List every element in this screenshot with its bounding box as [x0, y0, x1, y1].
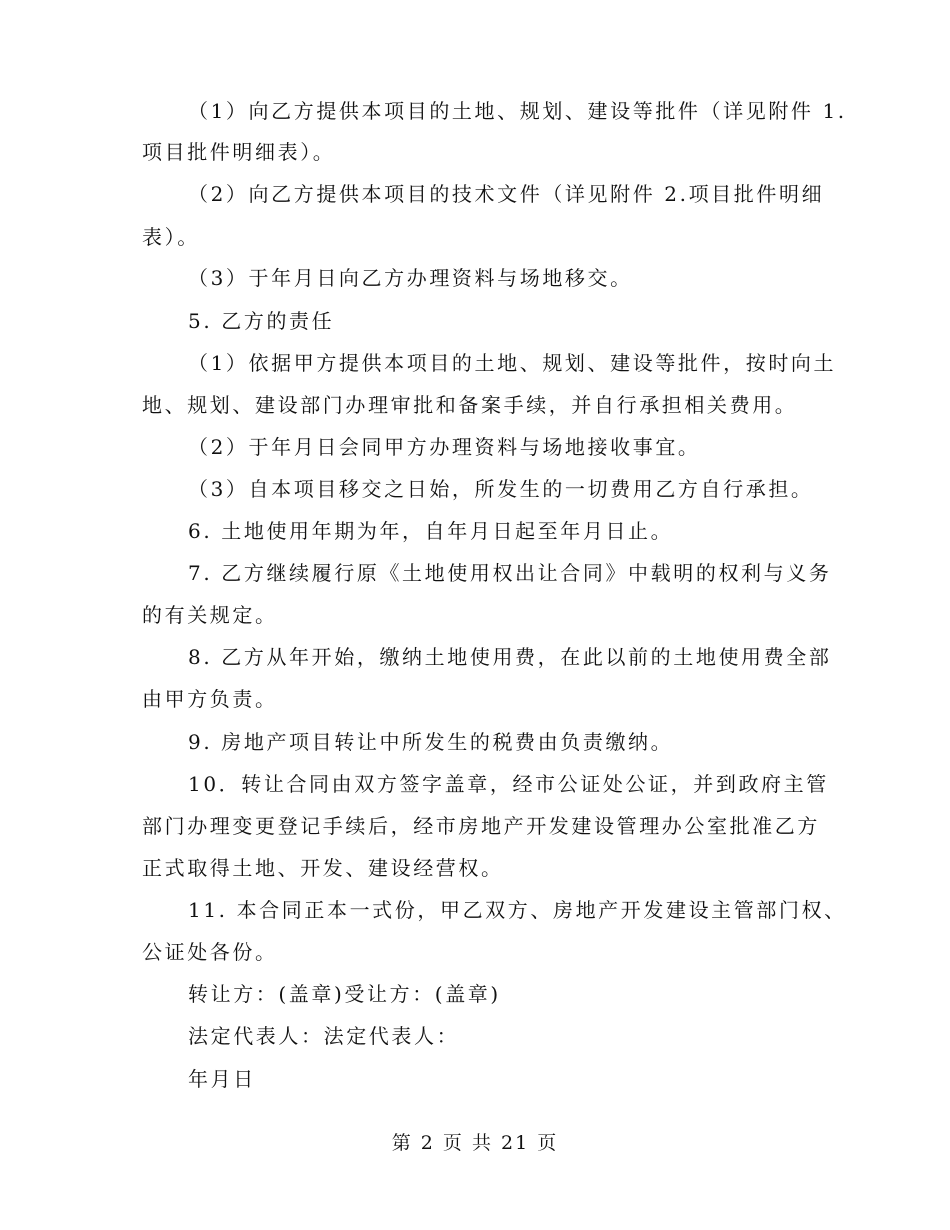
- text-line: 11. 本合同正本一式份，甲乙双方、房地产开发建设主管部门权、: [188, 898, 847, 922]
- text-line: （3）于年月日向乙方办理资料与场地移交。: [188, 266, 633, 290]
- signature-line-parties: 转让方：(盖章)受让方：(盖章): [188, 982, 501, 1006]
- text-line: 6. 土地使用年期为年，自年月日起至年月日止。: [188, 519, 674, 543]
- text-line: （2）于年月日会同甲方办理资料与场地接收事宜。: [188, 435, 701, 459]
- text-line: 的有关规定。: [142, 603, 278, 627]
- text-line: 9. 房地产项目转让中所发生的税费由负责缴纳。: [188, 730, 674, 754]
- text-line: 由甲方负责。: [142, 687, 278, 711]
- page-number-footer: 第 2 页 共 21 页: [391, 1132, 559, 1154]
- text-line: 正式取得土地、开发、建设经营权。: [142, 856, 504, 880]
- text-line: 表）。: [142, 225, 200, 249]
- text-line: （1）向乙方提供本项目的土地、规划、建设等批件（详见附件 1.: [188, 99, 847, 123]
- text-line: 项目批件明细表）。: [142, 140, 336, 164]
- text-line: 部门办理变更登记手续后，经市房地产开发建设管理办公室批准乙方: [142, 814, 820, 838]
- section-heading: 5. 乙方的责任: [188, 309, 335, 333]
- text-line: 7. 乙方继续履行原《土地使用权出让合同》中载明的权利与义务: [188, 561, 832, 585]
- text-line: （2）向乙方提供本项目的技术文件（详见附件 2.项目批件明细: [188, 182, 825, 206]
- text-line: 公证处各份。: [142, 940, 278, 964]
- text-line: （1）依据甲方提供本项目的土地、规划、建设等批件，按时向土: [188, 351, 837, 375]
- signature-line-representatives: 法定代表人：法定代表人：: [188, 1024, 460, 1048]
- signature-line-date: 年月日: [188, 1067, 256, 1091]
- text-line: 10．转让合同由双方签字盖章，经市公证处公证，并到政府主管: [188, 772, 829, 796]
- text-line: （3）自本项目移交之日始，所发生的一切费用乙方自行承担。: [188, 477, 814, 501]
- text-line: 8. 乙方从年开始，缴纳土地使用费，在此以前的土地使用费全部: [188, 645, 832, 669]
- text-line: 地、规划、建设部门办理审批和备案手续，并自行承担相关费用。: [142, 393, 798, 417]
